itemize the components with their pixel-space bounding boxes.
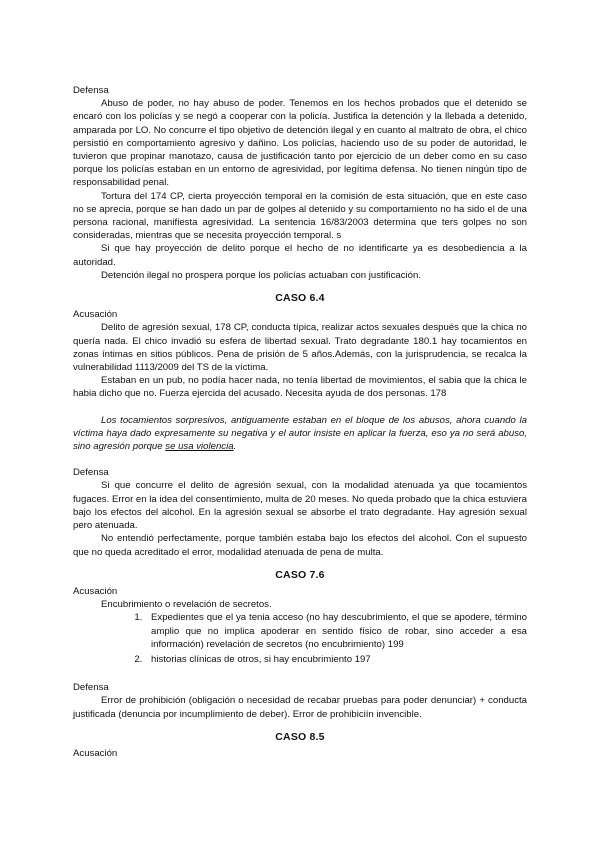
- list-item: 1. Expedientes que el ya tenia acceso (no hay descubrimiento, el que se apodere, término amplio que no implica apoderar en sentido físico de robar, sino acceder a esa información) revelación de secretos (no encubrimiento) 199: [145, 611, 527, 651]
- case-title-8-5: CASO 8.5: [275, 730, 325, 743]
- section-heading: Acusación: [73, 585, 118, 597]
- paragraph: Estaban en un pub, no podía hacer nada, no tenía libertad de movimientos, el sabia que la chica le habia dicho que no. Fuerza ejercida del acusado. Necesita ayuda de dos personas. 178: [73, 375, 527, 400]
- paragraph: Tortura del 174 CP, cierta proyección temporal en la comisión de esta situación, que en este caso no se aprecia, porque se han dado un par de golpes al detenido y su comportamiento no ha sido el de una persona racional, manifiesta agresividad. La sentencia 16/83/2003 determina que ters golpes no son consideradas, mientras que se necesita proyección temporal. s: [73, 190, 527, 242]
- document-page: [73, 84, 527, 760]
- paragraph: Abuso de poder, no hay abuso de poder. Tenemos en los hechos probados que el detenido se encaró con los policías y se negó a cooperar con la policía. Justifica la detención y la llebada a detenido, amparada por LO. No concurre el tipo objetivo de detención ilegal y en cuanto al maltrato de obra, el chico persistió en comportamiento agresivo y dañino. Los policías, haciendo uso de su poder de autoridad, le tuvieron que propinar manotazo, causa de justificación tanto por ejercicio de un deber como en su caso porque los policías estaban en un entorno de agresividad, por legítima defensa. No tienen ningún tipo de responsabilidad penal.: [73, 98, 527, 189]
- paragraph: Si que hay proyección de delito porque el hecho de no identificarte ya es desobediencia a la autoridad.: [73, 243, 527, 268]
- paragraph: Delito de agresión sexual, 178 CP, conducta típica, realizar actos sexuales después que la chica no quería nada. El chico invadió su esfera de libertad sexual. Trato degradante 180.1 hay tocamientos en zonas íntimas en sitios públicos. Pena de prisión de 5 años.Además, con la jurisprudencia, se recalca la vulnerabilidad 1113/2009 del TS de la víctima.: [73, 322, 527, 374]
- section-heading: Defensa: [73, 85, 109, 96]
- section-heading: Defensa: [73, 467, 109, 479]
- list-item: 2. historias clínicas de otros, si hay encubrimiento 197: [145, 653, 527, 666]
- section-heading: Acusación: [73, 309, 118, 321]
- caso-7-6-acusacion: [73, 585, 527, 666]
- section-heading: Acusación: [73, 747, 118, 759]
- caso-7-6-defensa: [73, 681, 527, 721]
- caso-6-4-acusacion: [73, 308, 527, 400]
- italic-note-end: .: [233, 441, 237, 453]
- caso-6-4-defensa: [73, 466, 527, 558]
- section-heading: Defensa: [73, 682, 109, 694]
- italic-note-text: Los tocamientos sorpresivos, antiguamente estaban en el bloque de los abusos, ahora cuando la víctima haya dado expresamente su negativa y el autor insiste en aplicar la fuerza, eso ya no será abuso, sino agresión porque: [73, 414, 527, 453]
- case-title-6-4: CASO 6.4: [275, 292, 325, 305]
- italic-note: [73, 414, 527, 454]
- paragraph: Encubrimiento o revelación de secretos.: [101, 599, 272, 611]
- paragraph: Error de prohibición (obligación o necesidad de recabar pruebas para poder denunciar) + conducta justificada (denuncia por incumplimiento de deber). Error de prohibiciín invencible.: [73, 695, 527, 720]
- paragraph: Si que concurre el delito de agresión sexual, con la modalidad atenuada ya que tocamientos fugaces. Error en la idea del consentimiento, multa de 20 meses. No queda probado que la chica estuviera bajo los efectos del alcohol. En la agresión sexual se absorbe el trato degradante. Hay agresión sexual pero atenuada.: [73, 480, 527, 532]
- numbered-list: [73, 611, 527, 666]
- defensa-section: [73, 84, 527, 282]
- paragraph: No entendió perfectamente, porque también estaba bajo los efectos del alcohol. Con el supuesto que no queda acreditado el error, modalidad atenuada de pena de multa.: [73, 533, 527, 558]
- case-title-7-6: CASO 7.6: [275, 568, 325, 581]
- italic-note-underlined: se usa violencia: [165, 441, 234, 453]
- paragraph: Detención ilegal no prospera porque los policías actuaban con justificación.: [101, 269, 421, 281]
